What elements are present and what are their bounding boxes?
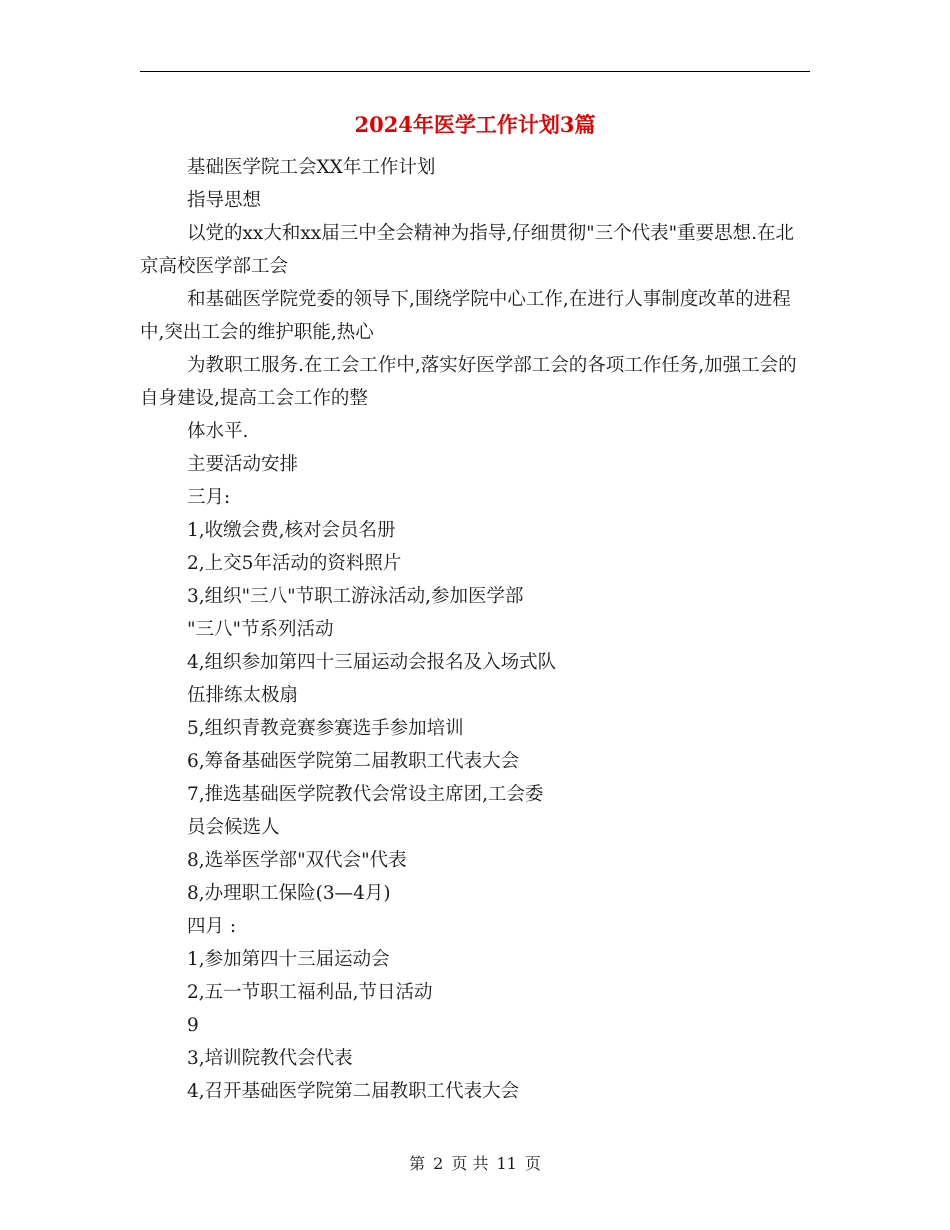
paragraph: 为教职工服务.在工会工作中,落实好医学部工会的各项工作任务,加强工会的自身建设,提高工会工作的整 xyxy=(140,355,797,409)
document-body xyxy=(140,151,810,1108)
paragraph: 员会候选人 xyxy=(187,817,280,838)
paragraph: 1,参加第四十三届运动会 xyxy=(187,949,390,970)
paragraph: 8,选举医学部"双代会"代表 xyxy=(187,850,407,871)
paragraph: 主要活动安排 xyxy=(187,454,299,475)
paragraph: 三月: xyxy=(187,487,231,508)
paragraph: 和基础医学院党委的领导下,围绕学院中心工作,在进行人事制度改革的进程中,突出工会的维护职能,热心 xyxy=(140,289,791,343)
footer-prefix: 第 xyxy=(409,1154,426,1173)
paragraph: 4,召开基础医学院第二届教职工代表大会 xyxy=(187,1081,520,1102)
paragraph: 3,培训院教代会代表 xyxy=(187,1048,353,1069)
paragraph: 2,上交5年活动的资料照片 xyxy=(187,553,402,574)
paragraph: 8,办理职工保险(3—4月) xyxy=(187,883,391,904)
paragraph: 2,五一节职工福利品,节日活动 xyxy=(187,982,433,1003)
paragraph: 指导思想 xyxy=(187,190,262,211)
footer-middle: 页 共 xyxy=(451,1154,489,1173)
paragraph: 伍排练太极扇 xyxy=(187,685,299,706)
paragraph: 4,组织参加第四十三届运动会报名及入场式队 xyxy=(187,652,557,673)
paragraph: 1,收缴会费,核对会员名册 xyxy=(187,520,396,541)
paragraph: "三八"节系列活动 xyxy=(187,619,334,640)
header-rule xyxy=(140,71,810,72)
paragraph: 5,组织青教竞赛参赛选手参加培训 xyxy=(187,718,464,739)
paragraph: 7,推选基础医学院教代会常设主席团,工会委 xyxy=(187,784,544,805)
total-pages-number: 11 xyxy=(496,1154,517,1173)
paragraph: 9 xyxy=(187,1015,199,1036)
document-title: 2024年医学工作计划3篇 xyxy=(354,112,596,137)
current-page-number: 2 xyxy=(433,1154,444,1173)
paragraph: 四月 : xyxy=(187,916,237,937)
paragraph: 以党的xx大和xx届三中全会精神为指导,仔细贯彻"三个代表"重要思想.在北京高校医学部工会 xyxy=(140,223,795,277)
paragraph: 3,组织"三八"节职工游泳活动,参加医学部 xyxy=(187,586,524,607)
paragraph: 基础医学院工会XX年工作计划 xyxy=(187,157,436,178)
paragraph: 体水平. xyxy=(187,421,249,442)
paragraph: 6,筹备基础医学院第二届教职工代表大会 xyxy=(187,751,520,772)
footer-suffix: 页 xyxy=(524,1154,541,1173)
page-footer xyxy=(0,1152,950,1176)
